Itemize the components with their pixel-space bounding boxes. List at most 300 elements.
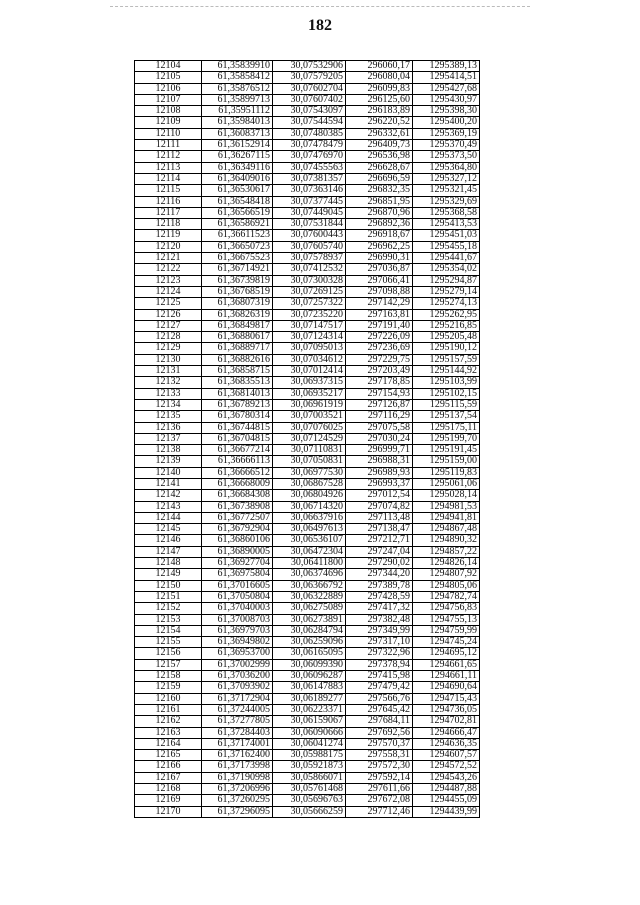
y-coordinate-cell: 1294805,06 [413,580,480,591]
table-row [135,377,480,388]
latitude-cell: 61,36704815 [202,433,273,444]
longitude-cell: 30,06411800 [273,558,346,569]
x-coordinate-cell: 297611,66 [346,784,413,795]
longitude-cell: 30,05988175 [273,750,346,761]
longitude-cell: 30,06637916 [273,512,346,523]
latitude-cell: 61,37093902 [202,682,273,693]
y-coordinate-cell: 1294759,99 [413,625,480,636]
x-coordinate-cell: 296851,95 [346,196,413,207]
latitude-cell: 61,36738908 [202,501,273,512]
table-row [135,603,480,614]
x-coordinate-cell: 296999,71 [346,445,413,456]
longitude-cell: 30,06223371 [273,704,346,715]
point-id-cell: 12138 [135,445,202,456]
latitude-cell: 61,36927704 [202,558,273,569]
x-coordinate-cell: 297382,48 [346,614,413,625]
y-coordinate-cell: 1295321,45 [413,185,480,196]
y-coordinate-cell: 1295262,95 [413,309,480,320]
point-id-cell: 12170 [135,806,202,817]
point-id-cell: 12158 [135,671,202,682]
x-coordinate-cell: 296099,83 [346,83,413,94]
table-row [135,806,480,817]
point-id-cell: 12118 [135,219,202,230]
point-id-cell: 12130 [135,354,202,365]
x-coordinate-cell: 296409,73 [346,140,413,151]
y-coordinate-cell: 1295430,97 [413,94,480,105]
table-row [135,569,480,580]
point-id-cell: 12162 [135,716,202,727]
point-id-cell: 12145 [135,524,202,535]
longitude-cell: 30,07034612 [273,354,346,365]
latitude-cell: 61,35899713 [202,94,273,105]
longitude-cell: 30,06284794 [273,625,346,636]
longitude-cell: 30,07110831 [273,445,346,456]
point-id-cell: 12152 [135,603,202,614]
longitude-cell: 30,05696763 [273,795,346,806]
longitude-cell: 30,07578937 [273,253,346,264]
x-coordinate-cell: 296060,17 [346,61,413,72]
point-id-cell: 12124 [135,286,202,297]
point-id-cell: 12137 [135,433,202,444]
latitude-cell: 61,37277805 [202,716,273,727]
x-coordinate-cell: 297415,98 [346,671,413,682]
y-coordinate-cell: 1295157,59 [413,354,480,365]
y-coordinate-cell: 1294857,22 [413,546,480,557]
point-id-cell: 12116 [135,196,202,207]
x-coordinate-cell: 296183,89 [346,106,413,117]
longitude-cell: 30,07476970 [273,151,346,162]
longitude-cell: 30,06961919 [273,399,346,410]
latitude-cell: 61,36889717 [202,343,273,354]
point-id-cell: 12109 [135,117,202,128]
y-coordinate-cell: 1295159,00 [413,456,480,467]
x-coordinate-cell: 297344,20 [346,569,413,580]
x-coordinate-cell: 296962,25 [346,241,413,252]
point-id-cell: 12143 [135,501,202,512]
y-coordinate-cell: 1294755,13 [413,614,480,625]
point-id-cell: 12133 [135,388,202,399]
point-id-cell: 12155 [135,637,202,648]
y-coordinate-cell: 1294607,57 [413,750,480,761]
longitude-cell: 30,06159067 [273,716,346,727]
point-id-cell: 12129 [135,343,202,354]
table-row [135,490,480,501]
x-coordinate-cell: 297012,54 [346,490,413,501]
latitude-cell: 61,36714921 [202,264,273,275]
table-row [135,795,480,806]
table-row [135,275,480,286]
point-id-cell: 12164 [135,738,202,749]
point-id-cell: 12141 [135,478,202,489]
longitude-cell: 30,06165095 [273,648,346,659]
latitude-cell: 61,37036200 [202,671,273,682]
latitude-cell: 61,37173998 [202,761,273,772]
latitude-cell: 61,36586921 [202,219,273,230]
table-row [135,445,480,456]
latitude-cell: 61,36409016 [202,173,273,184]
y-coordinate-cell: 1294890,32 [413,535,480,546]
latitude-cell: 61,37172904 [202,693,273,704]
y-coordinate-cell: 1295294,87 [413,275,480,286]
longitude-cell: 30,07455563 [273,162,346,173]
longitude-cell: 30,06472304 [273,546,346,557]
x-coordinate-cell: 296628,67 [346,162,413,173]
x-coordinate-cell: 297236,69 [346,343,413,354]
table-row [135,580,480,591]
y-coordinate-cell: 1295102,15 [413,388,480,399]
table-row [135,94,480,105]
y-coordinate-cell: 1294756,83 [413,603,480,614]
latitude-cell: 61,36860106 [202,535,273,546]
latitude-cell: 61,36789213 [202,399,273,410]
x-coordinate-cell: 297138,47 [346,524,413,535]
latitude-cell: 61,36835513 [202,377,273,388]
table-row [135,501,480,512]
latitude-cell: 61,36152914 [202,140,273,151]
point-id-cell: 12114 [135,173,202,184]
y-coordinate-cell: 1295370,49 [413,140,480,151]
table-row [135,173,480,184]
x-coordinate-cell: 297075,58 [346,422,413,433]
latitude-cell: 61,36780314 [202,411,273,422]
latitude-cell: 61,36975804 [202,569,273,580]
x-coordinate-cell: 296080,04 [346,72,413,83]
point-id-cell: 12126 [135,309,202,320]
longitude-cell: 30,06977530 [273,467,346,478]
latitude-cell: 61,37284403 [202,727,273,738]
x-coordinate-cell: 296696,59 [346,173,413,184]
longitude-cell: 30,07124314 [273,332,346,343]
longitude-cell: 30,07412532 [273,264,346,275]
longitude-cell: 30,07531844 [273,219,346,230]
x-coordinate-cell: 297290,02 [346,558,413,569]
x-coordinate-cell: 297226,09 [346,332,413,343]
x-coordinate-cell: 297712,46 [346,806,413,817]
table-row [135,704,480,715]
x-coordinate-cell: 297212,71 [346,535,413,546]
table-row [135,117,480,128]
point-id-cell: 12144 [135,512,202,523]
latitude-cell: 61,36949802 [202,637,273,648]
longitude-cell: 30,06497613 [273,524,346,535]
longitude-cell: 30,07532906 [273,61,346,72]
x-coordinate-cell: 296990,31 [346,253,413,264]
longitude-cell: 30,06275089 [273,603,346,614]
point-id-cell: 12105 [135,72,202,83]
y-coordinate-cell: 1294690,64 [413,682,480,693]
point-id-cell: 12123 [135,275,202,286]
longitude-cell: 30,06041274 [273,738,346,749]
table-row [135,332,480,343]
y-coordinate-cell: 1295451,03 [413,230,480,241]
table-row [135,456,480,467]
y-coordinate-cell: 1294487,88 [413,784,480,795]
x-coordinate-cell: 297417,32 [346,603,413,614]
table-row [135,354,480,365]
longitude-cell: 30,07363146 [273,185,346,196]
table-row [135,637,480,648]
x-coordinate-cell: 297154,93 [346,388,413,399]
latitude-cell: 61,35839910 [202,61,273,72]
longitude-cell: 30,06935217 [273,388,346,399]
y-coordinate-cell: 1295119,83 [413,467,480,478]
latitude-cell: 61,37050804 [202,591,273,602]
table-row [135,716,480,727]
point-id-cell: 12167 [135,772,202,783]
latitude-cell: 61,36858715 [202,366,273,377]
x-coordinate-cell: 296832,35 [346,185,413,196]
y-coordinate-cell: 1295279,14 [413,286,480,297]
point-id-cell: 12110 [135,128,202,139]
table-row [135,343,480,354]
latitude-cell: 61,36768519 [202,286,273,297]
latitude-cell: 61,36675523 [202,253,273,264]
y-coordinate-cell: 1294715,43 [413,693,480,704]
table-row [135,219,480,230]
y-coordinate-cell: 1295414,51 [413,72,480,83]
table-row [135,671,480,682]
point-id-cell: 12125 [135,298,202,309]
coordinates-table [134,60,480,818]
x-coordinate-cell: 297229,75 [346,354,413,365]
longitude-cell: 30,06090666 [273,727,346,738]
latitude-cell: 61,37016605 [202,580,273,591]
longitude-cell: 30,07012414 [273,366,346,377]
longitude-cell: 30,07095013 [273,343,346,354]
table-row [135,546,480,557]
y-coordinate-cell: 1295389,13 [413,61,480,72]
y-coordinate-cell: 1294636,35 [413,738,480,749]
longitude-cell: 30,07257322 [273,298,346,309]
table-row [135,772,480,783]
longitude-cell: 30,07381357 [273,173,346,184]
table-row [135,738,480,749]
table-row [135,162,480,173]
table-row [135,309,480,320]
latitude-cell: 61,36739819 [202,275,273,286]
table-row [135,253,480,264]
y-coordinate-cell: 1294736,05 [413,704,480,715]
latitude-cell: 61,37296095 [202,806,273,817]
point-id-cell: 12127 [135,320,202,331]
table-row [135,399,480,410]
x-coordinate-cell: 297066,41 [346,275,413,286]
table-row [135,61,480,72]
table-row [135,83,480,94]
latitude-cell: 61,36882616 [202,354,273,365]
latitude-cell: 61,36880617 [202,332,273,343]
point-id-cell: 12150 [135,580,202,591]
table-row [135,366,480,377]
point-id-cell: 12135 [135,411,202,422]
point-id-cell: 12140 [135,467,202,478]
point-id-cell: 12112 [135,151,202,162]
y-coordinate-cell: 1295274,13 [413,298,480,309]
table-row [135,614,480,625]
point-id-cell: 12131 [135,366,202,377]
longitude-cell: 30,05921873 [273,761,346,772]
x-coordinate-cell: 296988,31 [346,456,413,467]
y-coordinate-cell: 1295364,80 [413,162,480,173]
latitude-cell: 61,36267115 [202,151,273,162]
x-coordinate-cell: 297203,49 [346,366,413,377]
x-coordinate-cell: 296870,96 [346,207,413,218]
longitude-cell: 30,05866071 [273,772,346,783]
y-coordinate-cell: 1295455,18 [413,241,480,252]
point-id-cell: 12157 [135,659,202,670]
x-coordinate-cell: 297592,14 [346,772,413,783]
point-id-cell: 12142 [135,490,202,501]
point-id-cell: 12149 [135,569,202,580]
x-coordinate-cell: 297113,48 [346,512,413,523]
x-coordinate-cell: 296536,98 [346,151,413,162]
y-coordinate-cell: 1295028,14 [413,490,480,501]
table-row [135,320,480,331]
longitude-cell: 30,07377445 [273,196,346,207]
latitude-cell: 61,35858412 [202,72,273,83]
x-coordinate-cell: 297116,29 [346,411,413,422]
y-coordinate-cell: 1295441,67 [413,253,480,264]
table-row [135,151,480,162]
latitude-cell: 61,36611523 [202,230,273,241]
y-coordinate-cell: 1295413,53 [413,219,480,230]
table-row [135,140,480,151]
y-coordinate-cell: 1294826,14 [413,558,480,569]
latitude-cell: 61,37260295 [202,795,273,806]
table-row [135,106,480,117]
x-coordinate-cell: 297247,04 [346,546,413,557]
longitude-cell: 30,07300328 [273,275,346,286]
latitude-cell: 61,36772507 [202,512,273,523]
point-id-cell: 12165 [135,750,202,761]
y-coordinate-cell: 1294981,53 [413,501,480,512]
longitude-cell: 30,07235220 [273,309,346,320]
point-id-cell: 12117 [135,207,202,218]
y-coordinate-cell: 1294745,24 [413,637,480,648]
latitude-cell: 61,36548418 [202,196,273,207]
table-row [135,693,480,704]
y-coordinate-cell: 1295329,69 [413,196,480,207]
latitude-cell: 61,36979703 [202,625,273,636]
point-id-cell: 12134 [135,399,202,410]
x-coordinate-cell: 297570,37 [346,738,413,749]
y-coordinate-cell: 1295369,19 [413,128,480,139]
table-row [135,422,480,433]
point-id-cell: 12151 [135,591,202,602]
point-id-cell: 12132 [135,377,202,388]
x-coordinate-cell: 297645,42 [346,704,413,715]
latitude-cell: 61,37040003 [202,603,273,614]
longitude-cell: 30,07543097 [273,106,346,117]
x-coordinate-cell: 296125,60 [346,94,413,105]
y-coordinate-cell: 1294439,99 [413,806,480,817]
longitude-cell: 30,06804926 [273,490,346,501]
table-row [135,478,480,489]
x-coordinate-cell: 296918,67 [346,230,413,241]
longitude-cell: 30,07478479 [273,140,346,151]
latitude-cell: 61,37190998 [202,772,273,783]
table-row [135,286,480,297]
y-coordinate-cell: 1295427,68 [413,83,480,94]
page-top-rule [110,6,530,7]
latitude-cell: 61,36530617 [202,185,273,196]
y-coordinate-cell: 1295175,11 [413,422,480,433]
y-coordinate-cell: 1294455,09 [413,795,480,806]
y-coordinate-cell: 1295199,70 [413,433,480,444]
latitude-cell: 61,36792904 [202,524,273,535]
point-id-cell: 12153 [135,614,202,625]
x-coordinate-cell: 296989,93 [346,467,413,478]
point-id-cell: 12113 [135,162,202,173]
longitude-cell: 30,07602704 [273,83,346,94]
point-id-cell: 12111 [135,140,202,151]
longitude-cell: 30,06366792 [273,580,346,591]
latitude-cell: 61,36814013 [202,388,273,399]
point-id-cell: 12121 [135,253,202,264]
longitude-cell: 30,06374696 [273,569,346,580]
longitude-cell: 30,07605740 [273,241,346,252]
x-coordinate-cell: 297389,78 [346,580,413,591]
table-row [135,648,480,659]
page-number: 182 [308,17,332,34]
longitude-cell: 30,06096287 [273,671,346,682]
latitude-cell: 61,36650723 [202,241,273,252]
latitude-cell: 61,37206996 [202,784,273,795]
x-coordinate-cell: 297428,59 [346,591,413,602]
y-coordinate-cell: 1295103,99 [413,377,480,388]
table-row [135,535,480,546]
latitude-cell: 61,37002999 [202,659,273,670]
point-id-cell: 12107 [135,94,202,105]
x-coordinate-cell: 297126,87 [346,399,413,410]
point-id-cell: 12166 [135,761,202,772]
point-id-cell: 12146 [135,535,202,546]
latitude-cell: 61,36083713 [202,128,273,139]
point-id-cell: 12108 [135,106,202,117]
longitude-cell: 30,07579205 [273,72,346,83]
latitude-cell: 61,36807319 [202,298,273,309]
point-id-cell: 12148 [135,558,202,569]
x-coordinate-cell: 297572,30 [346,761,413,772]
longitude-cell: 30,06867528 [273,478,346,489]
table-row [135,264,480,275]
point-id-cell: 12119 [135,230,202,241]
longitude-cell: 30,07076025 [273,422,346,433]
y-coordinate-cell: 1294543,26 [413,772,480,783]
longitude-cell: 30,07269125 [273,286,346,297]
x-coordinate-cell: 297692,56 [346,727,413,738]
y-coordinate-cell: 1295137,54 [413,411,480,422]
x-coordinate-cell: 297322,96 [346,648,413,659]
latitude-cell: 61,36666512 [202,467,273,478]
longitude-cell: 30,07147517 [273,320,346,331]
latitude-cell: 61,35876512 [202,83,273,94]
table-row [135,196,480,207]
x-coordinate-cell: 297672,08 [346,795,413,806]
table-row [135,524,480,535]
table-row [135,558,480,569]
point-id-cell: 12122 [135,264,202,275]
x-coordinate-cell: 297191,40 [346,320,413,331]
latitude-cell: 61,35951112 [202,106,273,117]
point-id-cell: 12169 [135,795,202,806]
x-coordinate-cell: 297558,31 [346,750,413,761]
y-coordinate-cell: 1295354,02 [413,264,480,275]
table-row [135,591,480,602]
table-row [135,411,480,422]
longitude-cell: 30,06322889 [273,591,346,602]
point-id-cell: 12168 [135,784,202,795]
